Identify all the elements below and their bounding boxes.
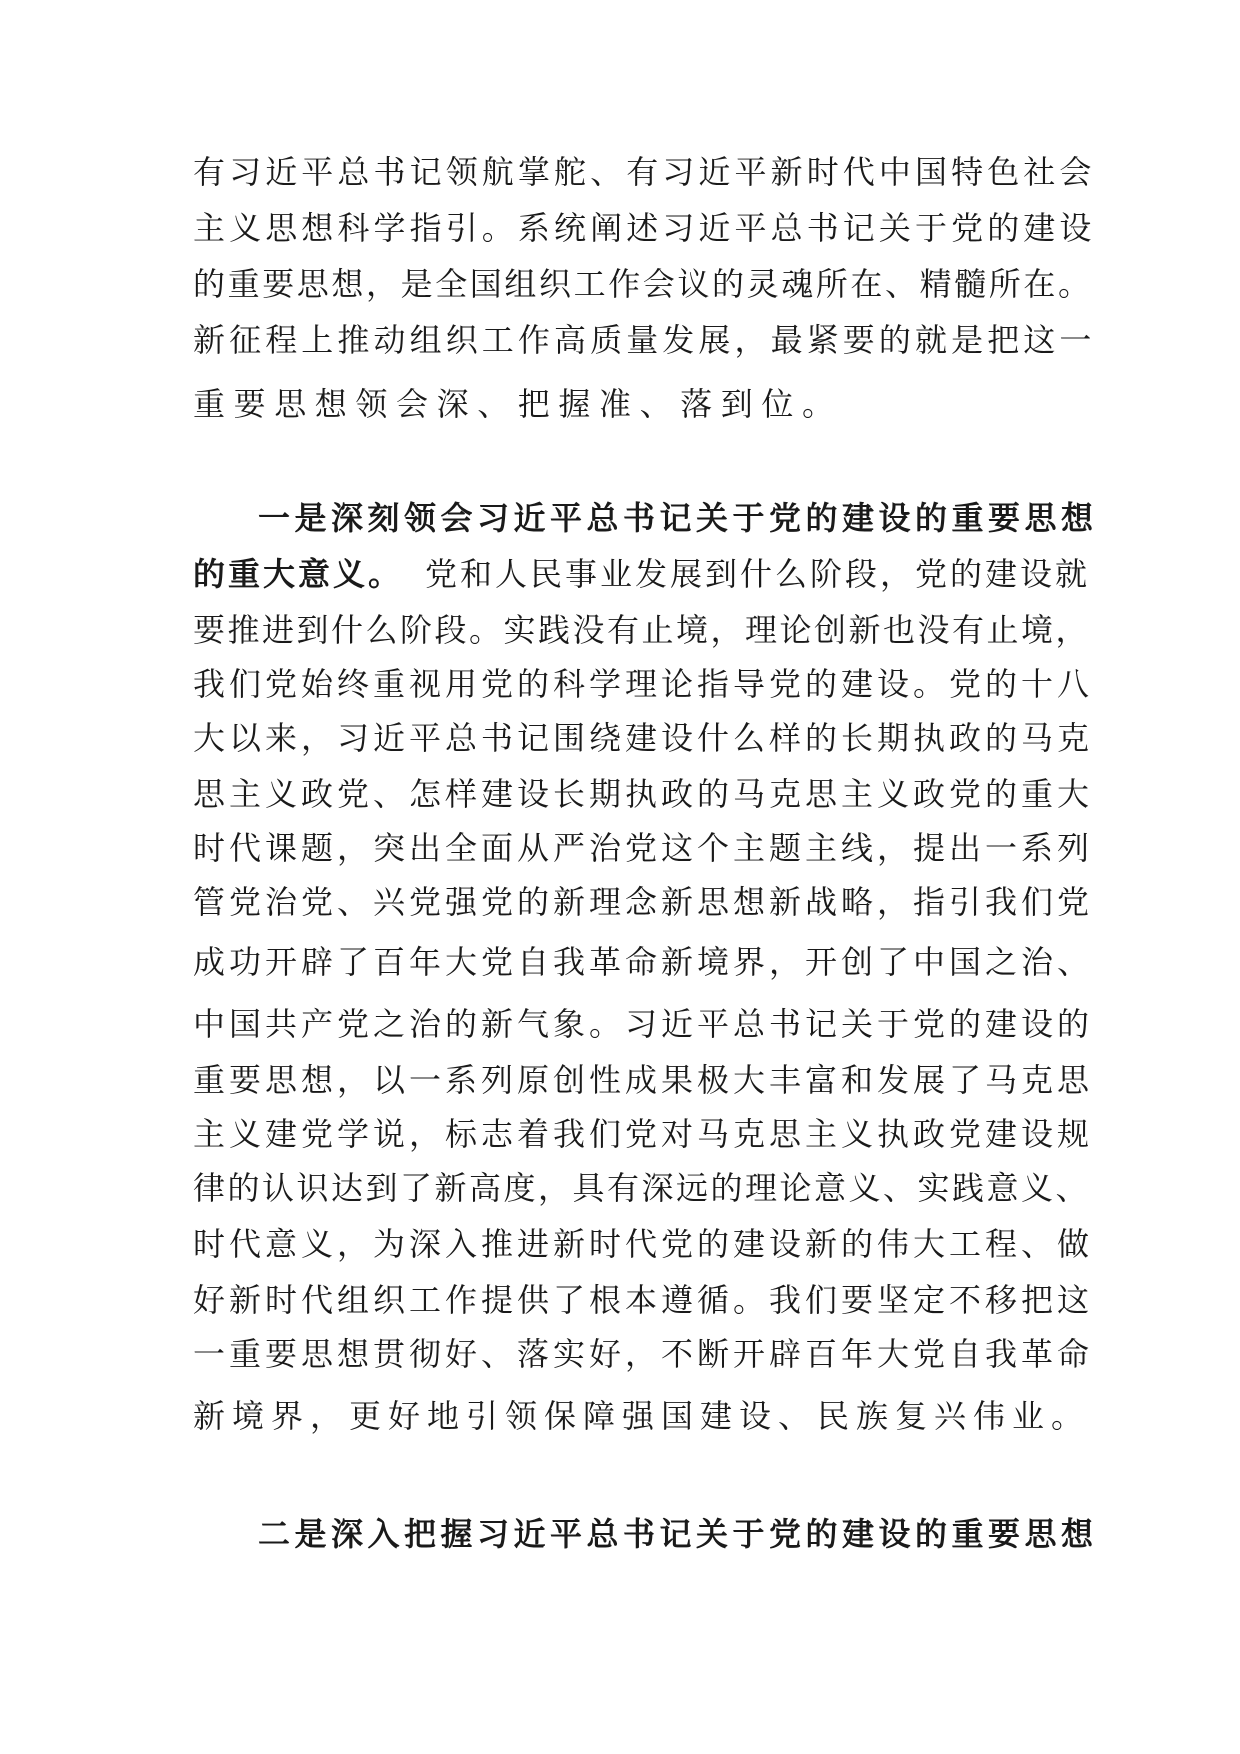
section1-line-7: 管党治党、兴党强党的新理念新思想新战略，指引我们党 [193,883,1094,921]
section1-line-14: 好新时代组织工作提供了根本遵循。我们要坚定不移把这 [193,1281,1094,1319]
intro-line-5: 重要思想领会深、把握准、落到位。 [193,385,843,423]
intro-line-3: 的重要思想，是全国组织工作会议的灵魂所在、精髓所在。 [193,265,1093,303]
section1-line-13: 时代意义，为深入推进新时代党的建设新的伟大工程、做 [193,1225,1094,1263]
intro-line-1: 有习近平总书记领航掌舵、有习近平新时代中国特色社会 [193,153,1096,191]
section2-heading: 二是深入把握习近平总书记关于党的建设的重要思想 [258,1515,1098,1553]
section1-line-3: 我们党始终重视用党的科学理论指导党的建设。党的十八 [193,665,1094,703]
intro-line-2: 主义思想科学指引。系统阐述习近平总书记关于党的建设 [193,209,1096,247]
section1-line-6: 时代课题，突出全面从严治党这个主题主线，提出一系列 [193,829,1094,867]
section1-line-4: 大以来，习近平总书记围绕建设什么样的长期执政的马克 [193,719,1094,757]
section1-line-5: 思主义政党、怎样建设长期执政的马克思主义政党的重大 [193,775,1094,813]
section1-heading-end: 的重大意义。 [193,555,404,593]
section1-heading: 一是深刻领会习近平总书记关于党的建设的重要思想 [258,499,1098,537]
section1-line-11: 主义建党学说，标志着我们党对马克思主义执政党建设规 [193,1115,1094,1153]
section1-line-15: 一重要思想贯彻好、落实好，不断开辟百年大党自我革命 [193,1335,1094,1373]
section1-line-16: 新境界，更好地引领保障强国建设、民族复兴伟业。 [193,1397,1091,1435]
intro-line-4: 新征程上推动组织工作高质量发展，最紧要的就是把这一 [193,321,1096,359]
section1-line-9: 中国共产党之治的新气象。习近平总书记关于党的建设的 [193,1005,1094,1043]
section1-line-1 [193,554,1090,594]
section1-line-12: 律的认识达到了新高度，具有深远的理论意义、实践意义、 [193,1169,1091,1207]
section1-line-2: 要推进到什么阶段。实践没有止境，理论创新也没有止境， [193,611,1091,649]
section1-line-8: 成功开辟了百年大党自我革命新境界，开创了中国之治、 [193,943,1094,981]
section1-line-10: 重要思想，以一系列原创性成果极大丰富和发展了马克思 [193,1061,1094,1099]
section1-first-text: 党和人民事业发展到什么阶段，党的建设就 [425,555,1091,593]
